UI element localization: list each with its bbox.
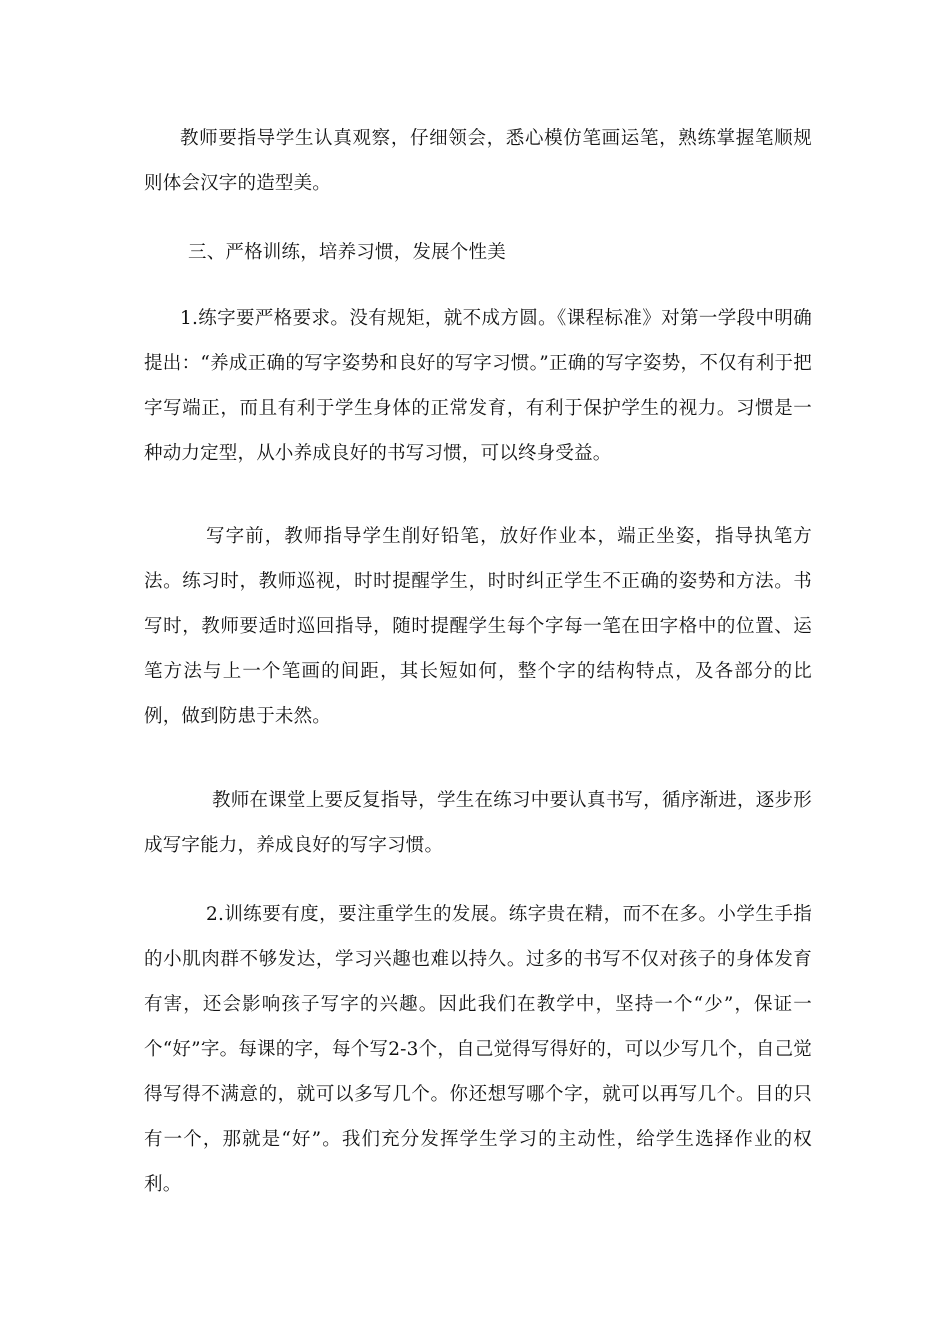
section-heading-3: 三、严格训练，培养习惯，发展个性美	[188, 242, 506, 263]
paragraph-strict-requirements: 1.练字要严格要求。没有规矩，就不成方圆。《课程标准》对第一学段中明确提出：“养成正确的写字姿势和良好的写字习惯。”正确的写字姿势，不仅有利于把字写端正，而且有利于学生身体的正常发育，有利于保护学生的视力。习惯是一种动力定型，从小养成良好的书写习惯，可以终身受益。	[144, 308, 812, 464]
paragraph-repeated-guidance: 教师在课堂上要反复指导，学生在练习中要认真书写，循序渐进，逐步形成写字能力，养成良好的写字习惯。	[144, 790, 812, 856]
paragraph-before-writing: 写字前，教师指导学生削好铅笔，放好作业本，端正坐姿，指导执笔方法。练习时，教师巡视，时时提醒学生，时时纠正学生不正确的姿势和方法。书写时，教师要适时巡回指导，随时提醒学生每个字每一笔在田字格中的位置、运笔方法与上一个笔画的间距，其长短如何，整个字的结构特点，及各部分的比例，做到防患于未然。	[144, 526, 812, 727]
paragraph-observation: 教师要指导学生认真观察，仔细领会，悉心模仿笔画运笔，熟练掌握笔顺规则体会汉字的造型美。	[144, 128, 812, 194]
paragraph-moderate-training: 2.训练要有度，要注重学生的发展。练字贵在精，而不在多。小学生手指的小肌肉群不够发达，学习兴趣也难以持久。过多的书写不仅对孩子的身体发育有害，还会影响孩子写字的兴趣。因此我们在教学中，坚持一个“少”，保证一个“好”字。每课的字，每个写2-3个，自己觉得写得好的，可以少写几个，自己觉得写得不满意的，就可以多写几个。你还想写哪个字，就可以再写几个。目的只有一个，那就是“好”。我们充分发挥学生学习的主动性，给学生选择作业的权利。	[144, 904, 812, 1195]
